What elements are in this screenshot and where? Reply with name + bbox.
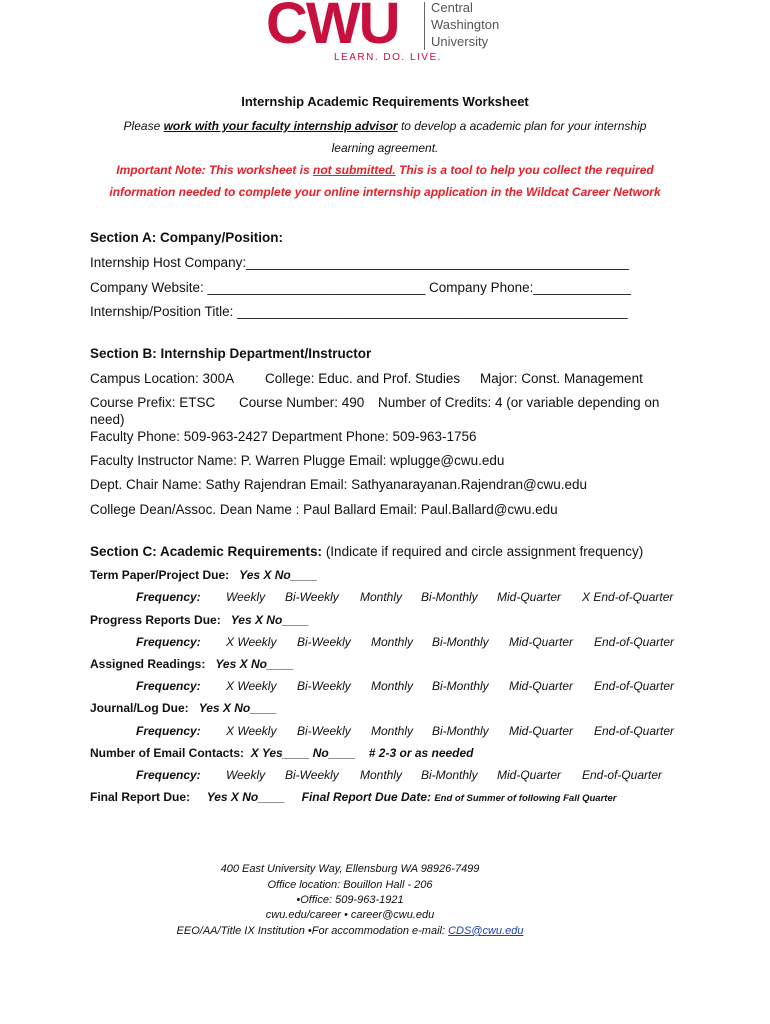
final-report-date-value: End of Summer of following Fall Quarter [434,793,617,804]
freq-option[interactable]: Monthly [371,679,414,693]
assigned-readings-answer[interactable]: Yes X No____ [215,657,294,671]
freq-option[interactable]: Mid-Quarter [497,768,562,782]
company-website-phone-field[interactable]: Company Website: _____________________________ Company Phone:_____________ [90,280,631,295]
freq-option[interactable]: Bi-Monthly [421,590,478,604]
freq-option[interactable]: Monthly [371,635,414,649]
freq-option-selected[interactable]: X Weekly [226,679,277,693]
frequency-label: Frequency: [136,679,201,693]
footer-address: 400 East University Way, Ellensburg WA 98926-7499 [220,863,480,875]
freq-option[interactable]: Bi-Weekly [297,679,351,693]
freq-option[interactable]: End-of-Quarter [582,768,663,782]
freq-option[interactable]: Bi-Monthly [432,679,489,693]
intro-line-1: Please work with your faculty internship advisor to develop a academic plan for your internship [123,119,647,133]
freq-option[interactable]: Weekly [226,590,266,604]
final-report-answer[interactable]: Yes X No____ [206,790,285,804]
intro-emphasis: work with your faculty internship advisor [163,119,398,133]
freq-option[interactable]: Bi-Monthly [421,768,478,782]
progress-reports-answer[interactable]: Yes X No____ [230,613,309,627]
cwu-logo [266,0,516,70]
freq-option[interactable]: Weekly [226,768,266,782]
frequency-label: Frequency: [136,724,201,738]
college-dean: College Dean/Assoc. Dean Name : Paul Ballard Email: Paul.Ballard@cwu.edu [90,502,558,517]
freq-option-selected[interactable]: X Weekly [226,724,277,738]
journal-log-answer[interactable]: Yes X No____ [198,701,277,715]
important-note-line-1: Important Note: This worksheet is not submitted. This is a tool to help you collect the required [116,163,654,177]
final-report-date-label: Final Report Due Date: [301,790,431,804]
course-prefix: Course Prefix: ETSC [90,395,216,410]
email-contacts-extra: # 2-3 or as needed [368,746,474,760]
important-note-line-2: information needed to complete your online internship application in the Wildcat Career Network [109,185,661,199]
freq-option[interactable]: Mid-Quarter [509,724,574,738]
faculty-instructor: Faculty Instructor Name: P. Warren Plugge Email: wplugge@cwu.edu [90,453,505,468]
page-title: Internship Academic Requirements Worksheet [241,94,529,109]
freq-option[interactable]: Bi-Monthly [432,635,489,649]
logo-tagline: LEARN. DO. LIVE. [334,52,442,63]
frequency-label: Frequency: [136,768,201,782]
freq-option[interactable]: Bi-Weekly [285,590,339,604]
freq-option[interactable]: End-of-Quarter [594,724,675,738]
term-paper-answer[interactable]: Yes X No____ [239,568,318,582]
section-c-heading: Section C: Academic Requirements: (Indicate if required and circle assignment frequency) [90,544,644,559]
logo-line-university: University [431,34,489,49]
freq-option[interactable]: Mid-Quarter [497,590,562,604]
college: College: Educ. and Prof. Studies [265,371,461,386]
footer-office-phone: •Office: 509-963-1921 [296,894,404,906]
freq-option[interactable]: Bi-Weekly [297,635,351,649]
final-report-row: Final Report Due: Yes X No____ Final Report Due Date: End of Summer of following Fall Quarter [90,790,617,804]
credits: Number of Credits: 4 (or variable depending on [378,395,660,410]
freq-option[interactable]: Monthly [371,724,414,738]
freq-option[interactable]: Mid-Quarter [509,635,574,649]
logo-line-washington: Washington [431,17,500,32]
freq-option-selected[interactable]: X End-of-Quarter [582,590,674,604]
section-a-heading: Section A: Company/Position: [90,230,284,245]
campus-location: Campus Location: 300A [90,371,235,386]
frequency-label: Frequency: [136,635,201,649]
freq-option[interactable]: Bi-Monthly [432,724,489,738]
dept-chair: Dept. Chair Name: Sathy Rajendran Email: Sathyanarayanan.Rajendran@cwu.edu [90,477,587,492]
footer-web: cwu.edu/career • career@cwu.edu [265,909,435,921]
freq-option[interactable]: End-of-Quarter [594,635,675,649]
assigned-readings-row: Assigned Readings: Yes X No____ [90,657,294,671]
freq-option[interactable]: End-of-Quarter [594,679,675,693]
logo-wordmark: CWU [266,0,399,56]
intro-line-2: learning agreement. [331,141,439,155]
footer-eeo: EEO/AA/Title IX Institution •For accommodation e-mail: CDS@cwu.edu [176,925,524,937]
note-emphasis: not submitted. [312,163,396,177]
progress-reports-row: Progress Reports Due: Yes X No____ [90,613,309,627]
freq-option[interactable]: Bi-Weekly [285,768,339,782]
freq-option[interactable]: Monthly [360,768,403,782]
section-b-heading: Section B: Internship Department/Instructor [90,346,372,361]
email-contacts-answer[interactable]: X Yes____ No____ [250,746,356,760]
email-contacts-row: Number of Email Contacts: X Yes____ No____ # 2-3 or as needed [90,746,474,760]
freq-option[interactable]: Bi-Weekly [297,724,351,738]
logo-divider [424,2,425,50]
term-paper-row: Term Paper/Project Due: Yes X No____ [90,568,318,582]
frequency-label: Frequency: [136,590,201,604]
freq-option[interactable]: Monthly [360,590,403,604]
position-title-field[interactable]: Internship/Position Title: ____________________________________________________ [90,304,628,319]
journal-log-row: Journal/Log Due: Yes X No____ [90,701,277,715]
major: Major: Const. Management [480,371,643,386]
accommodation-email-link[interactable]: CDS@cwu.edu [448,925,524,937]
freq-option-selected[interactable]: X Weekly [226,635,277,649]
host-company-field[interactable]: Internship Host Company:___________________________________________________ [90,255,629,270]
footer-office-location: Office location: Bouillon Hall - 206 [267,879,433,891]
freq-option[interactable]: Mid-Quarter [509,679,574,693]
logo-line-central: Central [431,0,473,15]
course-number: Course Number: 490 [239,395,365,410]
phone-numbers: Faculty Phone: 509-963-2427 Department Phone: 509-963-1756 [90,429,477,444]
credits-continued: need) [90,412,125,427]
